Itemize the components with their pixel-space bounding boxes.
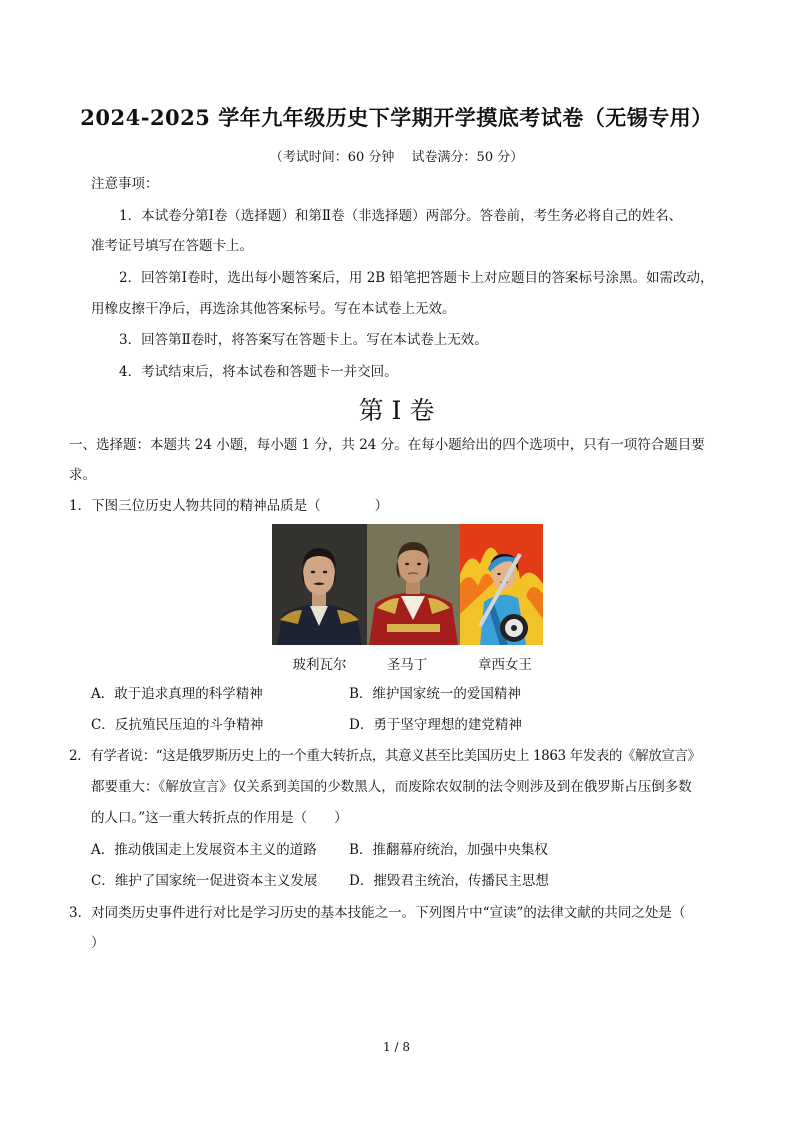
notes-heading: 注意事项： [91, 176, 159, 192]
q2-option-a: A．推动俄国走上发展资本主义的道路 [91, 842, 317, 858]
caption-bolivar: 玻利瓦尔 [292, 657, 347, 673]
q1-stem: 1．下图三位历史人物共同的精神品质是（ ） [69, 498, 389, 514]
page-number: 1 / 8 [383, 1040, 410, 1054]
notes-item1-line2: 准考证号填写在答题卡上。 [91, 238, 253, 254]
notes-item4: 4．考试结束后，将本试卷和答题卡一并交回。 [119, 364, 398, 380]
part1-instruction-line1: 一、选择题：本题共 24 小题，每小题 1 分，共 24 分。在每小题给出的四个选项中，只有一项符合题目要 [69, 437, 705, 453]
q3-stem-line1: 3．对同类历史事件进行对比是学习历史的基本技能之一。下列图片中“宣读”的法律文献的共同之处是（ [69, 905, 686, 921]
exam-subtitle: （考试时间：60 分钟 试卷满分：50 分） [269, 150, 524, 165]
caption-rani: 章西女王 [478, 657, 532, 673]
q1-option-a: A．敢于追求真理的科学精神 [91, 686, 263, 702]
q1-option-b: B．维护国家统一的爱国精神 [349, 686, 521, 702]
portrait-san-martin [367, 524, 460, 645]
exam-title: 2024-2025 学年九年级历史下学期开学摸底考试卷（无锡专用） [80, 105, 713, 130]
notes-item3: 3．回答第Ⅱ卷时，将答案写在答题卡上。写在本试卷上无效。 [119, 332, 488, 348]
section-title: 第 I 卷 [358, 396, 435, 425]
notes-item1-line1: 1．本试卷分第Ⅰ卷（选择题）和第Ⅱ卷（非选择题）两部分。答卷前，考生务必将自己的姓名、 [119, 208, 683, 224]
notes-item2-line2: 用橡皮擦干净后，再选涂其他答案标号。写在本试卷上无效。 [91, 301, 456, 317]
portrait-bolivar [272, 524, 367, 645]
notes-item2-line1: 2．回答第Ⅰ卷时，选出每小题答案后，用 2B 铅笔把答题卡上对应题目的答案标号涂黑。如需改动， [119, 270, 714, 286]
q2-stem-line3: 的人口。”这一重大转折点的作用是（ ） [91, 810, 348, 826]
portrait-rani-of-jhansi [460, 524, 543, 645]
q1-option-c: C．反抗殖民压迫的斗争精神 [91, 717, 264, 733]
q2-stem-line1: 2．有学者说：“这是俄罗斯历史上的一个重大转折点，其意义甚至比美国历史上 1863 年发表的《解放宣言》 [69, 748, 701, 764]
caption-san-martin: 圣马丁 [386, 657, 428, 673]
q2-option-b: B．推翻幕府统治，加强中央集权 [349, 842, 548, 858]
q1-option-d: D．勇于坚守理想的建党精神 [349, 717, 522, 733]
q2-option-c: C．维护了国家统一促进资本主义发展 [91, 873, 318, 889]
q2-option-d: D．摧毁君主统治，传播民主思想 [349, 873, 549, 889]
q2-stem-line2: 都要重大：《解放宣言》仅关系到美国的少数黑人，而废除农奴制的法令则涉及到在俄罗斯占压倒多数 [91, 779, 692, 795]
q3-stem-line2: ） [91, 935, 105, 951]
part1-instruction-line2: 求。 [69, 467, 96, 483]
